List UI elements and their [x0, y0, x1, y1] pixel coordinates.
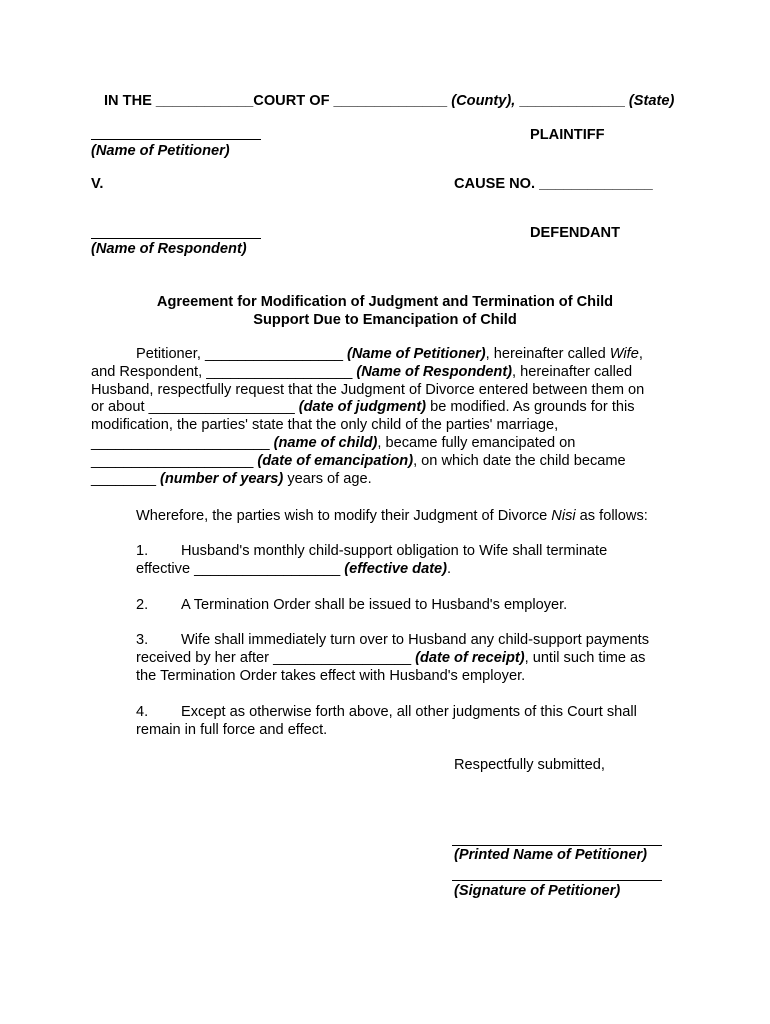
text-run: or about __________________ [91, 399, 299, 416]
text-run: Husband's monthly child-support obligation to Wife shall terminate [181, 543, 608, 559]
field-label: (Name of Petitioner) [347, 346, 486, 362]
printed-name-line [452, 845, 662, 846]
text-run: ________ [91, 470, 160, 487]
text-line: Husband, respectfully request that the Judgment of Divorce entered between them on [91, 381, 645, 398]
text-run: . [447, 560, 452, 577]
state-label: (State) [628, 93, 675, 109]
text-run: received by her after _________________ [136, 649, 416, 666]
text-line: the Termination Order takes effect with Husband's employer. [136, 667, 526, 684]
title-line-1: Agreement for Modification of Judgment and Termination of Child [156, 294, 614, 310]
text-line: modification, the parties' state that the only child of the parties' marriage, [91, 417, 559, 434]
item-number: 2. [136, 597, 149, 613]
state-blank: _____________ [515, 93, 629, 109]
signature-line [452, 880, 662, 881]
text-run: Petitioner, _________________ [136, 346, 347, 362]
text-run: ______________________ [91, 434, 274, 451]
text-run: years of age. [283, 470, 372, 487]
item-number: 4. [136, 704, 149, 720]
field-label: (effective date) [344, 560, 448, 577]
item-number: 1. [136, 543, 149, 559]
text-run: , hereinafter called [485, 346, 610, 362]
field-label: (date of emancipation) [257, 452, 414, 469]
body-paragraph-2 [136, 508, 716, 526]
signature-label: (Signature of Petitioner) [454, 883, 621, 899]
text-run: , hereinafter called [512, 363, 633, 380]
field-label: (name of child) [273, 434, 378, 451]
petitioner-name-label: (Name of Petitioner) [91, 143, 230, 159]
text-run: effective __________________ [136, 560, 345, 577]
field-label: (date of receipt) [415, 649, 525, 666]
text-run: Wherefore, the parties wish to modify their Judgment of Divorce [136, 508, 552, 524]
text-run: , [638, 346, 643, 362]
text-run: Wife [609, 346, 639, 362]
numbered-item-2 [136, 597, 676, 615]
respectfully-submitted: Respectfully submitted, [454, 757, 605, 773]
text-run: ____________________ [91, 452, 258, 469]
numbered-item-4 [136, 704, 676, 740]
text-line: remain in full force and effect. [136, 721, 328, 738]
petitioner-name-line [91, 139, 261, 140]
court-caption-line [104, 93, 674, 109]
numbered-item-3 [136, 632, 676, 685]
numbered-item-1 [136, 543, 676, 579]
document-title [80, 293, 690, 329]
item-number: 3. [136, 632, 149, 648]
text-run: Nisi [551, 508, 576, 524]
text-run: be modified. As grounds for this [426, 399, 635, 416]
printed-name-label: (Printed Name of Petitioner) [454, 847, 647, 863]
field-label: (Name of Respondent) [356, 363, 513, 380]
field-label: (number of years) [160, 470, 284, 487]
text-run: and Respondent, __________________ [91, 363, 357, 380]
text-run: , on which date the child became [413, 452, 626, 469]
court-county-text: IN THE ____________COURT OF ______________ [104, 93, 448, 109]
respondent-name-label: (Name of Respondent) [91, 241, 247, 257]
body-paragraph-1 [91, 346, 671, 488]
respondent-name-line [91, 238, 261, 239]
text-run: as follows: [575, 508, 648, 524]
text-run: Wife shall immediately turn over to Husband any child-support payments [181, 632, 650, 648]
cause-number: CAUSE NO. ______________ [454, 176, 653, 192]
defendant-label: DEFENDANT [530, 225, 620, 241]
text-run: , became fully emancipated on [377, 434, 576, 451]
title-line-2: Support Due to Emancipation of Child [253, 312, 517, 328]
text-run: A Termination Order shall be issued to Husband's employer. [181, 597, 568, 613]
versus-label: V. [91, 176, 104, 192]
text-run: Except as otherwise forth above, all other judgments of this Court shall [181, 704, 637, 720]
county-label: (County), [451, 93, 516, 109]
plaintiff-label: PLAINTIFF [530, 127, 605, 143]
text-run: , until such time as [524, 649, 646, 666]
field-label: (date of judgment) [298, 399, 427, 416]
